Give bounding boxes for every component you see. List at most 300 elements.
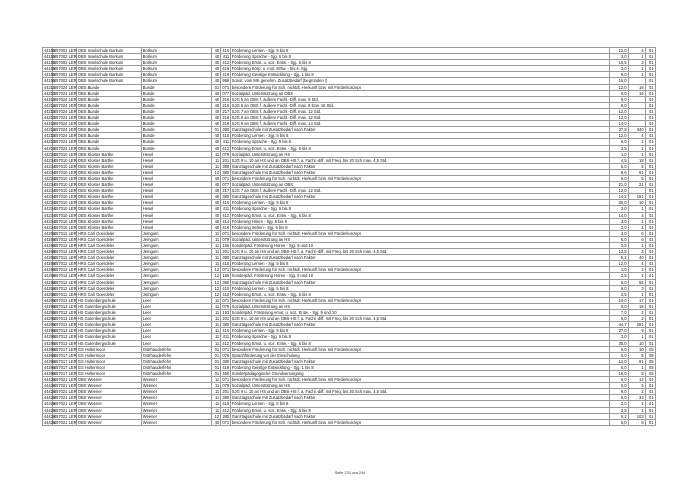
count-cell: 55 [629,279,646,285]
measure-code-cell: 380 [222,279,230,285]
hours-cell: 3,5 [610,291,629,297]
school-id-cell: 44210 [43,96,56,102]
count-cell: 1 [629,54,646,60]
hours-cell: 3,0 [610,206,629,212]
measure-code-cell: 412 [222,291,230,297]
measure-code-cell: 410 [222,285,230,291]
school-name-cell: OBS Bunde [77,121,142,127]
office-code-cell: 457013 LER [53,322,77,328]
school-id-cell: 44258 [43,261,56,267]
office-code-cell: 457010 LER [53,224,77,230]
description-cell: Förderung Lernen - Sjg. 5 bis 8 [231,48,610,54]
type-code-cell: 01 [646,249,656,255]
school-name-cell: OBS Inselschule Borkum [77,54,142,60]
location-cell: Ostrhauderfehn [142,352,212,358]
school-name-cell: OBS Inselschule Borkum [77,78,142,84]
office-code-cell: 457010 LER [53,200,77,206]
location-cell: Bunde [142,102,212,108]
level-code-cell: 01 [212,358,221,364]
type-code-cell: 01 [646,389,656,395]
hours-cell: 13,5 [610,249,629,255]
level-code-cell: 40 [212,54,221,60]
description-cell: besondere Förderung für Sch. nichtdt. Herkunft bzw. mit Förderkonzept [231,297,610,303]
school-name-cell: HRS Carl Goerdeler [77,243,142,249]
measure-code-cell: 410 [222,261,230,267]
description-cell: Förderung Geistige Entwicklung - Sjg. 1 bis 8 [231,72,610,78]
school-id-cell: 44398 [43,352,56,358]
type-code-cell: 01 [646,236,656,242]
measure-code-cell: 217 [222,108,230,114]
hours-cell: 3,5 [610,243,629,249]
level-code-cell: 11 [212,383,221,389]
level-code-cell: 40 [212,90,221,96]
location-cell: Jemgum [142,291,212,297]
description-cell: Sonderpädagogische Grundversorgung [231,370,610,376]
description-cell: besondere Förderung für Sch. nichtdt. Herkunft bzw. mit Förderkonzept [231,84,610,90]
description-cell: SJG 6 an OBS f. äußere Fachl.-Diff. max. 8 bzw. 16 Std. [231,102,610,108]
type-code-cell: 01 [646,121,656,127]
count-cell: 8 [629,419,646,425]
count-cell: 1 [629,243,646,249]
count-cell: 1 [629,72,646,78]
hours-cell: 12,0 [610,188,629,194]
measure-code-cell: 999 [222,78,230,84]
description-cell: Ganztagsschule mit Zusatzbedarf nach Faktor [231,255,610,261]
hours-cell: 3,5 [610,145,629,151]
count-cell: 1 [629,334,646,340]
location-cell: Jemgum [142,243,212,249]
description-cell: Sozialpäd. Unterstützung an OBS [231,182,610,188]
level-code-cell: 40 [212,188,221,194]
count-cell: 16 [629,90,646,96]
location-cell: Borkum [142,66,212,72]
school-name-cell: HRS Carl Goerdeler [77,230,142,236]
hours-cell: 0,0 [610,383,629,389]
school-name-cell: OBS Kloster Barthe [77,182,142,188]
description-cell: besondere Förderung für Sch. nichtdt. Herkunft bzw. mit Förderkonzept [231,230,610,236]
office-code-cell: 457002 LER [53,60,77,66]
measure-code-cell: 411 [221,139,231,145]
school-id-cell: 44234 [43,188,56,194]
level-code-cell: 40 [212,66,221,72]
hours-cell: 5,0 [610,163,629,169]
level-code-cell: 11 [212,322,221,328]
location-cell: Borkum [142,54,212,60]
office-code-cell: 457021 LER [53,419,77,425]
school-id-cell: 44155 [43,60,56,66]
school-id-cell: 44428 [43,413,56,419]
location-cell: Bunde [142,127,212,133]
office-code-cell: 457013 LER [53,303,77,309]
school-name-cell: OBS Bunde [77,127,142,133]
level-code-cell: 40 [212,72,221,78]
level-code-cell: 40 [212,200,221,206]
type-code-cell: 01 [646,407,656,413]
description-cell: Förderung Emot. u. soz. Entw. - Sjg. 5 bis 8 [231,340,610,346]
count-cell: 10 [629,340,646,346]
type-code-cell: 05 [646,364,656,370]
school-name-cell: OBS Inselschule Borkum [77,48,142,54]
level-code-cell: 40 [212,48,221,54]
school-id-cell: 44155 [43,48,56,53]
hours-cell: 10,5 [610,60,629,66]
hours-cell: 14,2 [610,194,629,200]
school-id-cell: 44398 [43,364,56,370]
school-name-cell: OBS Bunde [77,96,142,102]
description-cell: Förderung Sehen - Sjg. 5 bis 8 [231,224,610,230]
level-code-cell: 40 [212,182,221,188]
location-cell: Bunde [142,84,212,90]
office-code-cell: 457024 LER [53,102,77,108]
office-code-cell: 457010 LER [53,169,77,175]
description-cell: Ganztagsschule mit Zusatzbedarf nach Faktor [231,395,610,401]
description-cell: SJG 7 an OBS f. äußere Fachl.-Diff. max. 12 Std. [231,108,610,114]
hours-cell: 3,0 [610,401,629,407]
level-code-cell: 40 [212,206,221,212]
location-cell: Weener [142,389,212,395]
type-code-cell: 01 [646,328,656,334]
location-cell: Weener [142,377,212,383]
type-code-cell: 01 [646,175,656,181]
school-id-cell: 44234 [43,151,56,157]
school-id-cell: 44428 [43,383,56,389]
hours-cell: 0,0 [610,90,629,96]
type-code-cell: 01 [646,200,656,206]
hours-cell: 5,0 [610,279,629,285]
count-cell: 8 [629,370,646,376]
type-code-cell: 01 [646,60,656,66]
count-cell: 1 [629,401,646,407]
measure-code-cell: 412 [222,340,230,346]
office-code-cell: 457017 LER [53,370,77,376]
office-code-cell: 457010 LER [53,151,77,157]
hours-cell: 3,0 [610,230,629,236]
hours-cell: 5,0 [610,346,629,352]
description-cell: Förderung Sprache - Sjg. 5 bis 8 [231,54,610,60]
type-code-cell: 01 [646,108,656,114]
hours-cell: 5,0 [610,175,629,181]
type-code-cell: 01 [646,273,656,279]
location-cell: Hesel [142,151,212,157]
location-cell: Hesel [142,175,212,181]
location-cell: Bunde [142,96,212,102]
location-cell: Ostrhauderfehn [142,346,212,352]
location-cell: Jemgum [142,261,212,267]
measure-code-cell: 380 [222,127,230,133]
location-cell: Weener [142,407,212,413]
type-code-cell: 01 [646,194,656,200]
school-name-cell: OBS Weener [77,389,142,395]
school-name-cell: OBS Weener [77,377,142,383]
school-id-cell: 44295 [43,322,56,328]
school-name-cell: GS Holtermoor [77,346,142,352]
measure-code-cell: 071 [222,346,230,352]
measure-code-cell: 450 [222,370,230,376]
measure-code-cell: 079 [222,383,230,389]
office-code-cell: 457002 LER [53,66,77,72]
description-cell: Förderung Sprache - Sjg. 5 bis 8 [231,206,610,212]
level-code-cell: 11 [212,334,221,340]
location-cell: Bunde [142,108,212,114]
school-name-cell: GS Holtermoor [77,364,142,370]
hours-cell: 44,7 [610,322,629,328]
level-code-cell: 11 [212,407,221,413]
school-id-cell: 44428 [43,395,56,401]
type-code-cell: 01 [646,316,656,322]
measure-code-cell: 153 [222,310,230,316]
hours-cell: 12,0 [610,48,629,54]
count-cell: 5 [629,383,646,389]
school-id-cell: 44258 [43,285,56,291]
location-cell: Borkum [142,72,212,78]
description-cell: Ganztagsschule mit Zusatzbedarf nach Faktor [231,358,610,364]
measure-code-cell: 380 [222,169,230,175]
level-code-cell: 40 [212,139,221,145]
description-cell: Sozialpäd. Unterstützung an HS [231,383,610,389]
hours-cell: 37,8 [610,127,629,133]
level-code-cell: 40 [212,96,221,102]
level-code-cell: 40 [212,224,221,230]
allocation-table [42,47,656,426]
hours-cell: 3,5 [610,273,629,279]
count-cell: 3 [629,249,646,255]
count-cell: 3 [629,285,646,291]
description-cell: besondere Förderung für Sch. nichtdt. Herkunft bzw. mit Förderkonzept [231,175,610,181]
hours-cell: 9,0 [610,96,629,102]
office-code-cell: 457013 LER [53,334,77,340]
office-code-cell: 457024 LER [53,84,77,90]
location-cell: Weener [142,383,212,389]
measure-code-cell: 071 [222,175,230,181]
hours-cell: 6,0 [610,419,629,425]
count-cell: 2 [629,389,646,395]
level-code-cell: 01 [212,364,221,370]
school-name-cell: OBS Bunde [77,102,142,108]
type-code-cell: 01 [646,163,656,169]
level-code-cell: 12 [212,285,221,291]
type-code-cell: 01 [646,102,656,108]
school-id-cell: 44210 [43,145,56,151]
office-code-cell: 457012 LER [53,255,77,261]
type-code-cell: 01 [646,395,656,401]
count-cell: 1 [629,407,646,413]
school-name-cell: OBS Kloster Barthe [77,218,142,224]
measure-code-cell: 201 [222,316,230,322]
school-name-cell: OBS Weener [77,401,142,407]
school-name-cell: OBS Kloster Barthe [77,194,142,200]
school-id-cell: 44234 [43,163,56,169]
location-cell: Jemgum [142,273,212,279]
office-code-cell: 457024 LER [53,121,77,127]
type-code-cell: 01 [646,401,656,407]
description-cell: besondere Förderung für Sch. nichtdt. Herkunft bzw. mit Förderkonzept [231,267,610,273]
office-code-cell: 457021 LER [53,383,77,389]
office-code-cell: 457024 LER [53,127,77,133]
measure-code-cell: 201 [222,389,230,395]
office-code-cell: 457024 LER [53,139,77,145]
level-code-cell: 40 [212,60,221,66]
type-code-cell: 05 [646,358,656,364]
count-cell: 2 [629,316,646,322]
level-code-cell: 12 [212,279,221,285]
school-name-cell: HS Gutenbergschule [77,328,142,334]
hours-cell: 30,0 [610,200,629,206]
school-name-cell: HS Gutenbergschule [77,322,142,328]
level-code-cell: 11 [212,151,221,157]
measure-code-cell: 412 [222,145,230,151]
location-cell: Hesel [142,212,212,218]
school-id-cell: 44295 [43,316,56,322]
level-code-cell: 40 [212,419,221,425]
office-code-cell: 457010 LER [53,157,77,163]
office-code-cell: 457012 LER [53,285,77,291]
measure-code-cell: 219 [222,121,230,127]
measure-code-cell: 411 [221,334,231,340]
school-id-cell: 44295 [43,328,56,334]
office-code-cell: 457021 LER [53,377,77,383]
location-cell: Hesel [142,188,212,194]
description-cell: SJG 8 an OBS f. äußere Fachl.-Diff. max. 12 Std. [231,115,610,121]
level-code-cell: 11 [212,297,221,303]
office-code-cell: 457012 LER [53,267,77,273]
level-code-cell: 11 [212,230,221,236]
hours-cell: 5,0 [610,395,629,401]
description-cell: Sonderpäd. Förderung Hören - Sjg. 9 und 10 [231,273,610,279]
hours-cell: 10,0 [610,297,629,303]
school-name-cell: HS Gutenbergschule [77,310,142,316]
type-code-cell: 01 [646,78,656,84]
school-name-cell: OBS Inselschule Borkum [77,72,142,78]
description-cell: Sonderpäd. Förderung Hören - Sjg. 9 und 10 [231,243,610,249]
office-code-cell: 457002 LER [53,78,77,84]
school-id-cell: 44295 [43,297,56,303]
office-code-cell: 457012 LER [53,291,77,297]
count-cell: 3 [629,60,646,66]
level-code-cell: 01 [212,346,221,352]
school-id-cell: 44234 [43,212,56,218]
type-code-cell: 01 [646,377,656,383]
school-id-cell: 44234 [43,175,56,181]
level-code-cell: 12 [212,291,221,297]
count-cell: 1 [629,66,646,72]
location-cell: Jemgum [142,255,212,261]
description-cell: Förderung Emot. u. soz. Entw. - Sjg. 5 bis 8 [231,212,610,218]
description-cell: Förderung Lernen - Sjg. 5 bis 8 [231,200,610,206]
school-id-cell: 44234 [43,182,56,188]
school-name-cell: HS Gutenbergschule [77,334,142,340]
hours-cell: 12,0 [610,261,629,267]
measure-code-cell: 079 [222,151,230,157]
count-cell: 4 [629,212,646,218]
level-code-cell: 40 [212,115,221,121]
description-cell: Förderung Lernen - Sjg. 5 bis 8 [231,261,610,267]
description-cell: Förderung Lernen - Sjg. 5 bis 8 [231,328,610,334]
location-cell: Hesel [142,163,212,169]
office-code-cell: 457024 LER [53,133,77,139]
level-code-cell: 01 [212,370,221,376]
school-id-cell: 44258 [43,230,56,236]
count-cell: 18 [629,84,646,90]
hours-cell: 3,0 [610,224,629,230]
hours-cell: 5,0 [610,352,629,358]
office-code-cell: 457002 LER [53,54,77,60]
description-cell: Sozialpäd. Unterstützung an HS [231,303,610,309]
description-cell: Ganztagsschule mit Zusatzbedarf nach Faktor [231,194,610,200]
location-cell: Hesel [142,218,212,224]
school-id-cell: 44258 [43,273,56,279]
hours-cell: 12,0 [610,115,629,121]
hours-cell: 9,0 [610,316,629,322]
location-cell: Jemgum [142,279,212,285]
count-cell: 103 [629,413,646,419]
location-cell: Leer [142,340,212,346]
measure-code-cell: 410 [222,48,230,53]
school-name-cell: GS Holtermoor [77,358,142,364]
hours-cell: 1,0 [610,267,629,273]
level-code-cell: 11 [212,377,221,383]
school-name-cell: OBS Inselschule Borkum [77,60,142,66]
location-cell: Weener [142,413,212,419]
measure-code-cell: 071 [222,377,230,383]
type-code-cell: 01 [646,255,656,261]
school-name-cell: HRS Carl Goerdeler [77,249,142,255]
office-code-cell: 457002 LER [53,48,77,53]
count-cell: 1 [629,273,646,279]
measure-code-cell: 380 [222,194,230,200]
count-cell: 5 [629,352,646,358]
count-cell: 2 [629,310,646,316]
hours-cell: 5,2 [610,255,629,261]
office-code-cell: 457021 LER [53,395,77,401]
type-code-cell: 01 [646,413,656,419]
measure-code-cell: 380 [222,358,230,364]
school-name-cell: OBS Kloster Barthe [77,169,142,175]
page-number: Seite 233 von 244 [334,471,366,475]
type-code-cell: 01 [646,145,656,151]
office-code-cell: 457021 LER [53,401,77,407]
description-cell: besondere Förderung für Sch. nichtdt. Herkunft bzw. mit Förderkonzept [231,377,610,383]
measure-code-cell: 380 [222,395,230,401]
type-code-cell: 01 [646,96,656,102]
school-name-cell: HRS Carl Goerdeler [77,261,142,267]
office-code-cell: 457021 LER [53,413,77,419]
hours-cell: 16,0 [610,370,629,376]
school-name-cell: OBS Bunde [77,84,142,90]
level-code-cell: 11 [212,163,221,169]
description-cell: Förderung Hören - Sjg. 5 bis 8 [231,218,610,224]
school-name-cell: OBS Kloster Barthe [77,188,142,194]
office-code-cell: 457010 LER [53,163,77,169]
school-id-cell: 44234 [43,157,56,163]
type-code-cell: 01 [646,90,656,96]
description-cell: Ganztagsschule mit Zusatzbedarf nach Faktor [231,279,610,285]
hours-cell: 7,0 [610,310,629,316]
hours-cell: 12,0 [610,133,629,139]
school-name-cell: OBS Weener [77,407,142,413]
description-cell: besondere Förderung für Sch. nichtdt. Herkunft bzw. mit Förderkonzept [231,346,610,352]
school-name-cell: OBS Kloster Barthe [77,224,142,230]
school-id-cell: 44155 [43,78,56,84]
measure-code-cell: 412 [222,407,230,413]
office-code-cell: 457012 LER [53,273,77,279]
description-cell: SJG 5 an OBS f. äußere Fachl.-Diff. max. 9 Std. [231,96,610,102]
school-name-cell: OBS Bunde [77,115,142,121]
location-cell: Weener [142,395,212,401]
school-id-cell: 44398 [43,358,56,364]
school-id-cell: 44210 [43,108,56,114]
school-name-cell: GS Holtermoor [77,370,142,376]
school-id-cell: 44234 [43,169,56,175]
